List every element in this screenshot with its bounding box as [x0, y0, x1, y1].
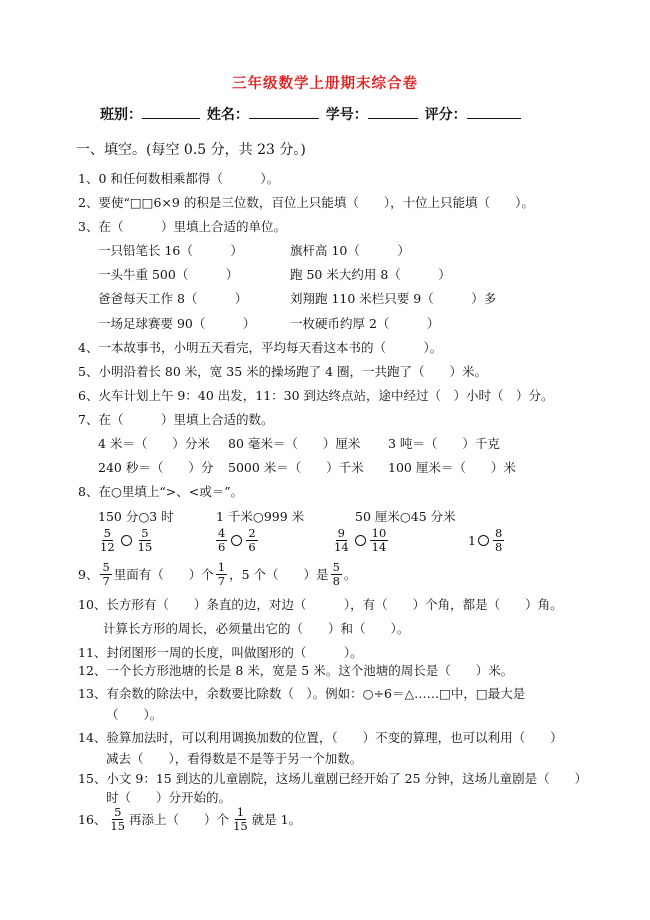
score-field[interactable]: [467, 104, 521, 119]
q8-item: 1 千米○999 米: [216, 509, 305, 524]
fraction: $\frac{5}{12}$: [100, 526, 115, 554]
fraction: $\frac{5}{8}$: [332, 560, 340, 588]
q8-fraction-compare: [96, 527, 156, 554]
compare-circle[interactable]: [355, 535, 366, 546]
name-label: 姓名：: [206, 107, 249, 123]
q7-item: 80 毫米＝（ ）厘米: [228, 436, 361, 451]
q7-item: 240 秒＝（ ）分: [98, 460, 214, 475]
q7-item: 3 吨＝（ ）千克: [388, 436, 500, 451]
class-field[interactable]: [142, 104, 200, 119]
question-14: 14、验算加法时，可以利用调换加数的位置，（ ）不变的算理，也可以利用（ ）: [78, 730, 563, 745]
compare-circle[interactable]: [478, 535, 489, 546]
fraction: $\frac{10}{14}$: [371, 526, 387, 554]
q3-item: 刘翔跑 110 米栏只要 9（ ）多: [290, 291, 497, 306]
score-label: 评分：: [424, 107, 467, 123]
fraction: $\frac{4}{6}$: [218, 526, 226, 554]
q3-item: 旗杆高 10（ ）: [290, 243, 410, 258]
fraction: $\frac{1}{15}$: [233, 805, 248, 833]
page-title: 三年级数学上册期末综合卷: [232, 75, 418, 92]
question-1: 1、0 和任何数相乘都得（ ）。: [78, 171, 280, 186]
section-heading: 一、填空。(每空 0.5 分，共 23 分。): [76, 142, 306, 158]
compare-circle[interactable]: [121, 535, 132, 546]
q3-item: 跑 50 米大约用 8（ ）: [290, 267, 451, 282]
question-5: 5、小明沿着长 80 米，宽 35 米的操场跑了 4 圈，一共跑了（ ）米。: [78, 364, 488, 379]
q7-item: 5000 米＝（ ）千米: [228, 460, 364, 475]
fraction: $\frac{8}{8}$: [494, 526, 503, 554]
question-3: 3、在（ ）里填上合适的单位。: [78, 219, 286, 234]
q3-item: 一枚硬币约厚 2（ ）: [290, 316, 440, 331]
question-14-cont: 减去（ ），看得数是不是等于另一个加数。: [106, 751, 363, 766]
id-label: 学号：: [325, 107, 368, 123]
whole-number: 1: [468, 532, 476, 548]
question-6: 6、火车计划上午 9：40 出发，11：30 到达终点站，途中经过（ ）小时（ ）分。: [78, 388, 554, 403]
fraction: $\frac{2}{6}$: [248, 526, 256, 554]
question-2: 2、要使“□□6×9 的积是三位数，百位上只能填（ ），十位上只能填（ ）。: [78, 195, 534, 210]
q8-fraction-compare: [214, 527, 260, 554]
q7-item: 100 厘米＝（ ）米: [388, 460, 516, 475]
q7-item: 4 米＝（ ）分米: [98, 436, 210, 451]
fraction: $\frac{9}{14}$: [334, 526, 349, 554]
question-8: 8、在○里填上“>、<或＝”。: [78, 484, 244, 499]
q3-item: 一场足球赛要 90（ ）: [98, 316, 256, 331]
question-15: 15、小文 9：15 到达的儿童剧院，这场儿童剧已经开始了 25 分钟，这场儿童剧是（ ）: [78, 771, 588, 786]
question-13-cont: （ ）。: [106, 707, 163, 722]
name-field[interactable]: [249, 104, 319, 119]
fraction: $\frac{5}{7}$: [102, 560, 110, 588]
question-10: 10、长方形有（ ）条直的边，对边（ ），有（ ）个角，都是（ ）角。: [78, 597, 563, 612]
fraction: $\frac{1}{7}$: [217, 560, 226, 588]
question-11: 11、封闭图形一周的长度，叫做图形的（ ）。: [78, 645, 363, 660]
question-10-cont: 计算长方形的周长，必须量出它的（ ）和（ ）。: [103, 621, 410, 636]
fraction: $\frac{5}{15}$: [110, 805, 126, 833]
question-7: 7、在（ ）里填上合适的数。: [78, 412, 274, 427]
student-info-row: [100, 104, 523, 124]
class-label: 班别：: [100, 107, 142, 123]
id-field[interactable]: [368, 104, 418, 119]
question-13: 13、有余数的除法中，余数要比除数（ ）。例如：○÷6＝△……□中，□最大是: [78, 686, 526, 701]
fraction: $\frac{5}{15}$: [137, 526, 153, 554]
compare-circle[interactable]: [231, 535, 242, 546]
question-15-cont: 时（ ）分开始的。: [106, 790, 232, 805]
question-16: 16、 $\frac{5}{15}$ 再添上（ ）个 $\frac{1}{15}$ 就是 1。: [78, 805, 302, 833]
q8-item: 150 分○3 时: [98, 509, 174, 524]
q8-fraction-compare: [330, 527, 390, 554]
q3-item: 一头牛重 500（ ）: [98, 267, 239, 282]
question-12: 12、一个长方形池塘的长是 8 米，宽是 5 米。这个池塘的周长是（ ）米。: [78, 663, 514, 678]
question-4: 4、一本故事书，小明五天看完，平均每天看这本书的（ ）。: [78, 340, 443, 355]
q3-item: 一只铅笔长 16（ ）: [98, 243, 243, 258]
question-9: 9、 $\frac{5}{7}$ 里面有（ ）个 $\frac{1}{7}$ ，5 个（ ）是 $\frac{5}{8}$ 。: [78, 560, 357, 588]
q8-fraction-compare: [468, 527, 506, 554]
q3-item: 爸爸每天工作 8（ ）: [98, 291, 248, 306]
q8-item: 50 厘米○45 分米: [355, 509, 456, 524]
